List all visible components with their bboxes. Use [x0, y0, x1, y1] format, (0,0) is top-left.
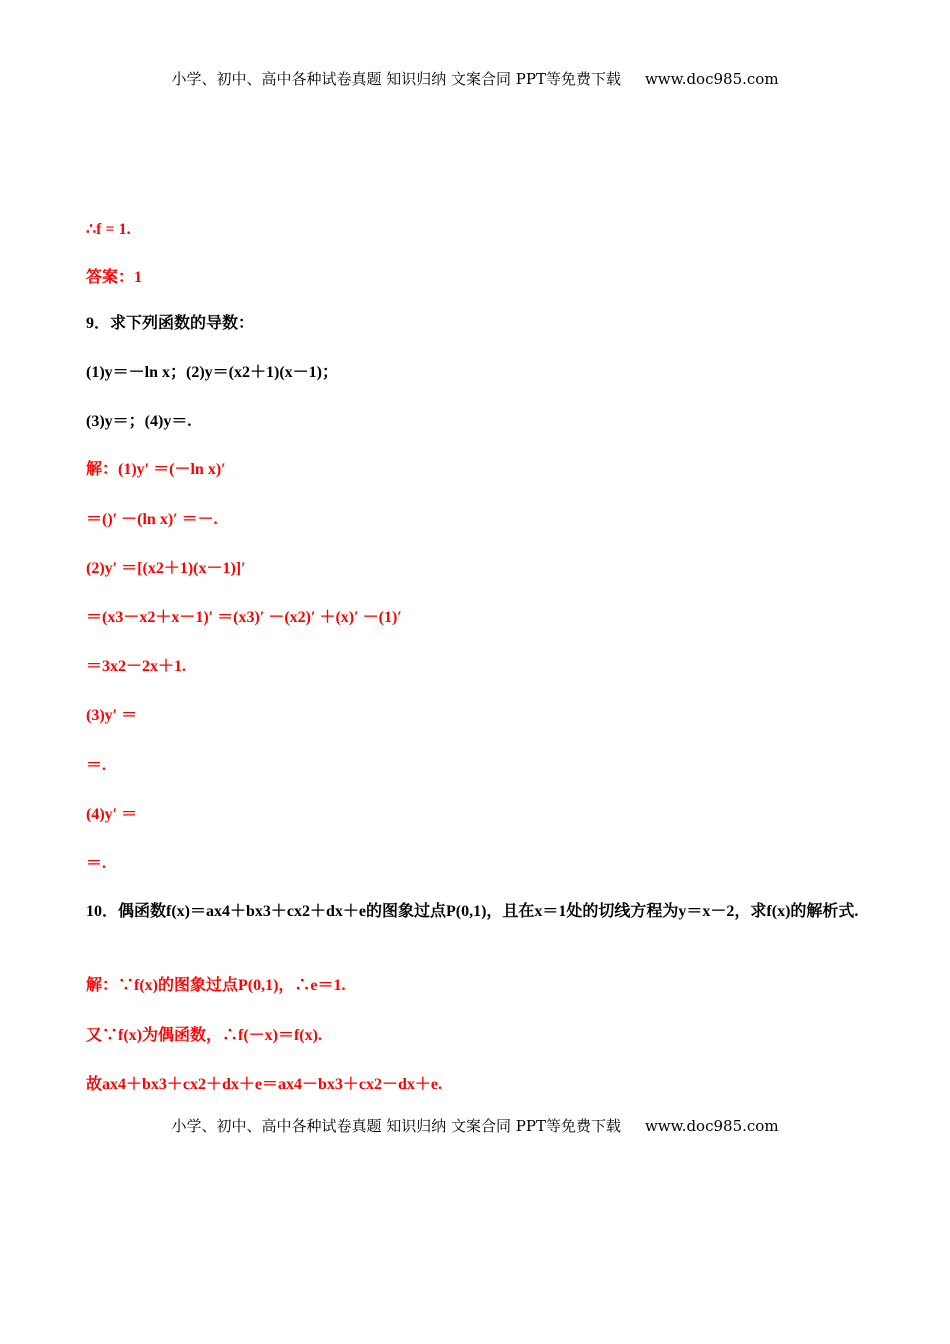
footer-text: 小学、初中、高中各种试卷真题 知识归纳 文案合同 PPT等免费下载: [171, 1117, 621, 1135]
solution-9-4b: ＝.: [86, 855, 107, 872]
footer-url: www.doc985.com: [644, 1117, 779, 1135]
header-url: www.doc985.com: [644, 70, 779, 88]
conclusion-f: ∴f = 1.: [86, 221, 131, 238]
question-10: 10．偶函数f(x)＝ax4＋bx3＋cx2＋dx＋e的图象过点P(0,1)，且在x＝1处的切线方程为y＝x－2，求f(x)的解析式.: [86, 903, 859, 920]
page-header: [0, 68, 950, 89]
solution-9-2b: ＝(x3－x2＋x－1)′ ＝(x3)′ －(x2)′ ＋(x)′ －(1)′: [86, 609, 402, 626]
solution-9-1b: ＝()′ －(ln x)′ ＝－.: [86, 511, 218, 528]
solution-10-3: 故ax4＋bx3＋cx2＋dx＋e＝ax4－bx3＋cx2－dx＋e.: [86, 1076, 443, 1093]
solution-9-2c: ＝3x2－2x＋1.: [86, 658, 187, 675]
page-footer: [0, 1115, 950, 1136]
answer-line: 答案：1: [86, 269, 143, 286]
header-text: 小学、初中、高中各种试卷真题 知识归纳 文案合同 PPT等免费下载: [171, 70, 621, 88]
solution-9-1a: 解：(1)y′ ＝(－ln x)′: [86, 461, 226, 478]
solution-9-3b: ＝.: [86, 757, 107, 774]
solution-10-2: 又∵f(x)为偶函数，∴f(－x)＝f(x).: [86, 1027, 322, 1044]
question-9-title: 9．求下列函数的导数：: [86, 315, 255, 332]
solution-10-1: 解：∵f(x)的图象过点P(0,1)，∴e＝1.: [86, 977, 346, 994]
solution-9-2a: (2)y′ ＝[(x2＋1)(x－1)]′: [86, 560, 246, 577]
question-9-parts-1-2: (1)y＝－ln x；(2)y＝(x2＋1)(x－1)；: [86, 364, 338, 381]
solution-9-4a: (4)y′ ＝: [86, 806, 138, 823]
question-9-parts-3-4: (3)y＝；(4)y＝.: [86, 413, 192, 430]
solution-9-3a: (3)y′ ＝: [86, 707, 138, 724]
